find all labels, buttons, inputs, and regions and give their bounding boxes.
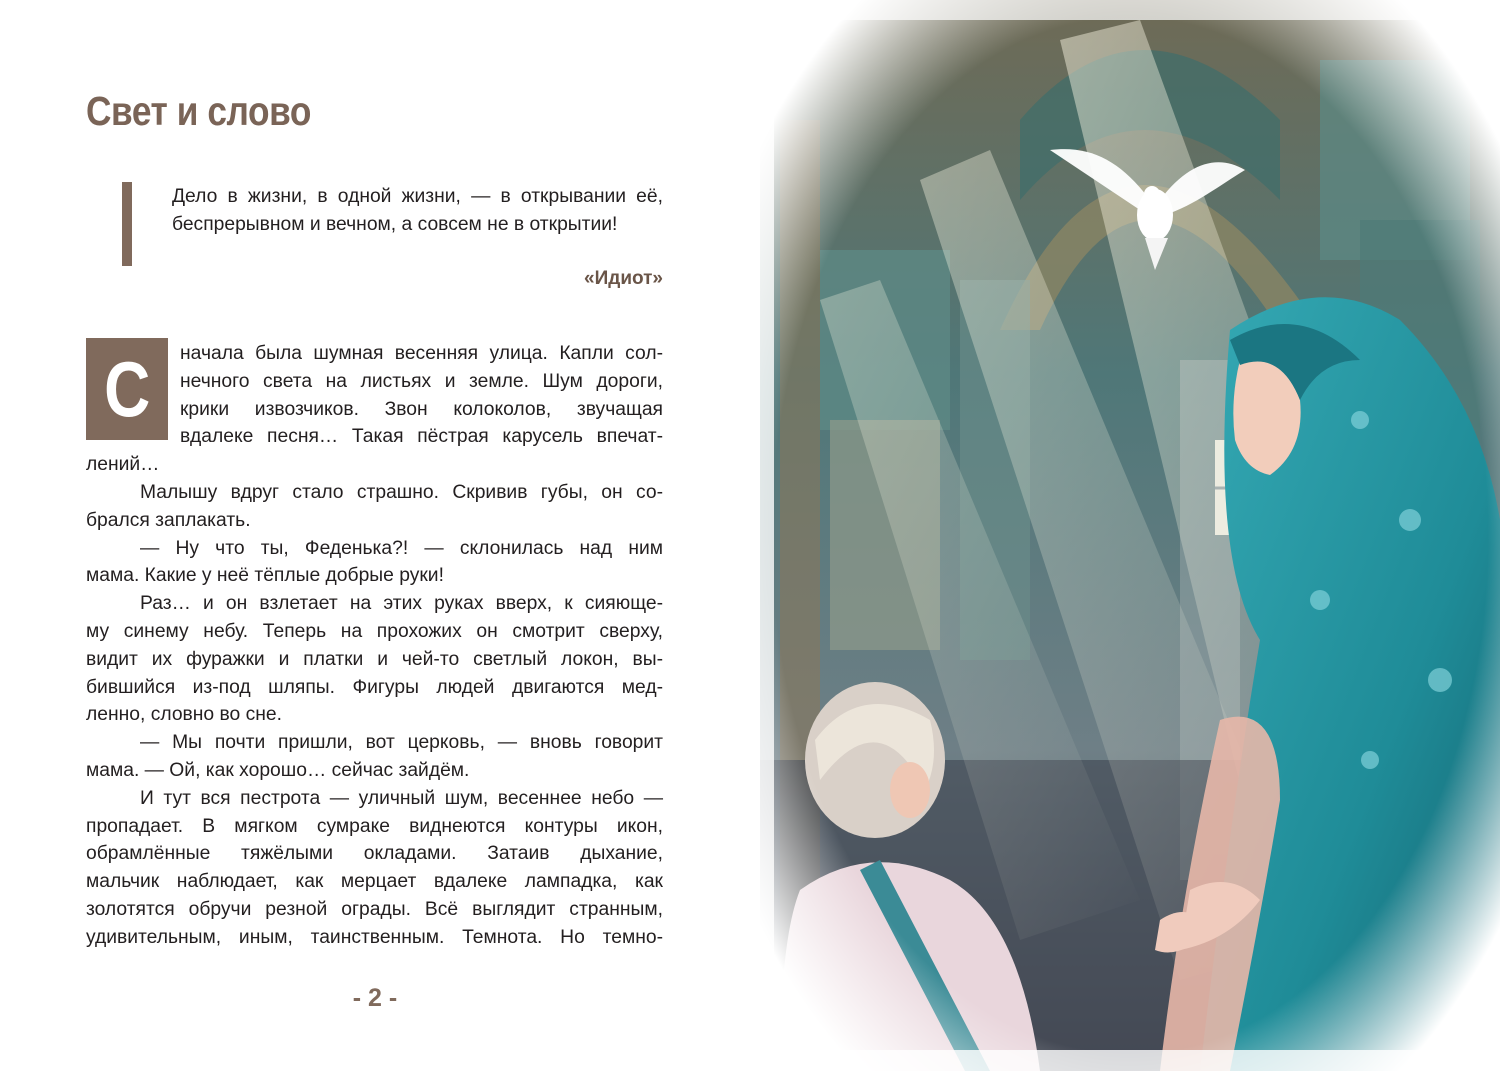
- story-line: — Мы почти пришли, вот церковь, — вновь говорит: [140, 732, 663, 754]
- story-line: брался заплакать.: [86, 509, 251, 531]
- story-line: мама. — Ой, как хорошо… сейчас зайдём.: [86, 759, 470, 781]
- page-title: Свет и слово: [86, 88, 312, 134]
- epigraph-source: «Идиот»: [584, 268, 663, 289]
- illustration-canvas: [760, 0, 1500, 1071]
- story-line: му синему небу. Теперь на прохожих он смотрит сверху,: [86, 620, 663, 642]
- story-line: крики извозчиков. Звон колоколов, звучащая: [180, 398, 663, 420]
- story-text: [86, 340, 663, 952]
- story-line: обрамлённые тяжёлыми окладами. Затаив дыхание,: [86, 843, 663, 865]
- church-illustration: [760, 0, 1500, 1071]
- story-line: видит их фуражки и платки и чей-то светлый локон, вы-: [86, 648, 663, 670]
- story-line: начала была шумная весенняя улица. Капли сол-: [180, 343, 663, 364]
- story-line: удивительным, иным, таинственным. Темнота. Но темно-: [86, 926, 663, 948]
- drop-cap-letter: С: [103, 344, 151, 433]
- story-line: пропадает. В мягком сумраке виднеются контуры икон,: [86, 815, 663, 837]
- story-line: мальчик наблюдает, как мерцает вдалеке лампадка, как: [86, 871, 663, 893]
- page-number: - 2 -: [352, 984, 398, 1012]
- story-line: ленно, словно во сне.: [86, 704, 282, 726]
- story-line: вдалеке песня… Такая пёстрая карусель впечат-: [180, 426, 663, 448]
- story-line: Раз… и он взлетает на этих руках вверх, к сияюще-: [140, 593, 663, 615]
- story-line: И тут вся пестрота — уличный шум, весеннее небо —: [140, 787, 663, 809]
- story-line: мама. Какие у неё тёплые добрые руки!: [86, 565, 444, 587]
- epigraph-text: Дело в жизни, в одной жизни, — в открывании её, беспрерывном и вечном, а совсем не в открытии!: [172, 186, 663, 236]
- story-line: золотятся обручи резной ограды. Всё выглядит странным,: [86, 898, 663, 920]
- story-line: лений…: [86, 454, 160, 476]
- story-line: Малышу вдруг стало страшно. Скривив губы, он со-: [140, 481, 663, 503]
- story-line: бившийся из-под шляпы. Фигуры людей двигаются мед-: [86, 676, 663, 698]
- story-line: нечного света на листьях и земле. Шум дороги,: [180, 370, 663, 392]
- story-line: — Ну что ты, Феденька?! — склонилась над ним: [140, 537, 663, 559]
- epigraph-bar: [122, 182, 132, 266]
